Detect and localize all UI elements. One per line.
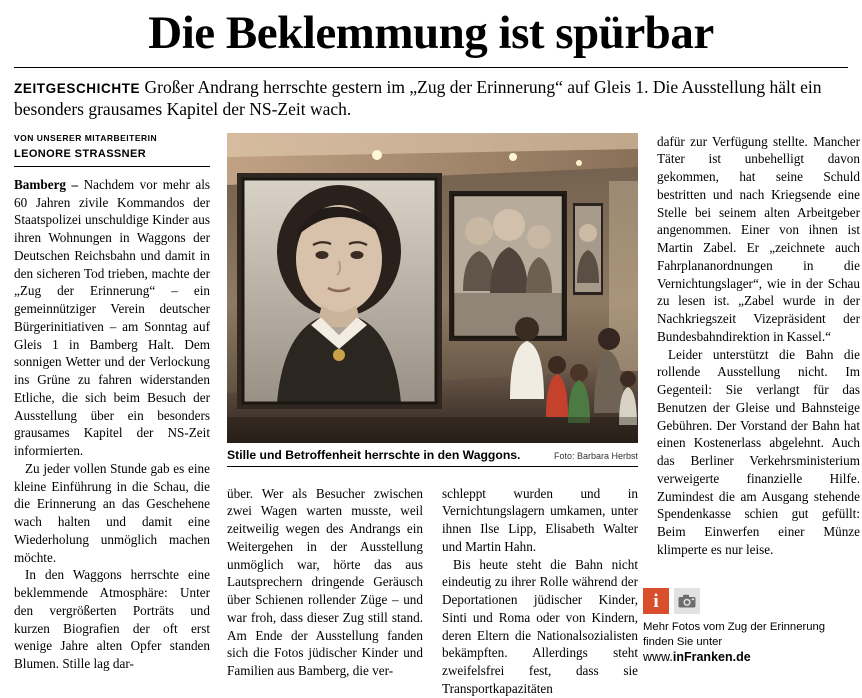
newspaper-page [0, 7, 862, 696]
byline-label: VON UNSERER MITARBEITERIN [14, 132, 158, 143]
info-box-link-prefix: www. [643, 650, 673, 665]
headline-divider [14, 67, 848, 68]
column-1 [14, 133, 210, 673]
info-box [643, 588, 846, 664]
page-title: Die Beklemmung ist spürbar [148, 7, 714, 59]
photo-image [227, 133, 638, 443]
camera-icon [674, 588, 700, 614]
paragraph: Leider unterstützt die Bahn die rollende Ausstellung nicht. Im Gegenteil: Sie verlangt für das Benutzen der Gleise und Bahnsteige Gebühren. Der Vorstand der Bahn hat einen Kostenerlass abgelehnt. Auch das Berliner Verkehrsministerium verweigerte finanzielle Hilfe. Zumindest die am Ausgang stehende Spendenkasse schien gut gefüllt: Beim Einwerfen einer Münze klimperte es nur leise. [657, 346, 860, 557]
paragraph: In den Waggons herrschte eine beklemmende Atmosphäre: Unter den vergrößerten Porträts und kurzen Biografien der oft erst wenige Jahre alten Opfer standen Blumen. Stille lag dar- [14, 567, 210, 672]
lead-paragraph [14, 76, 848, 121]
caption-text: Stille und Betroffenheit herrschte in den Waggons. [227, 447, 521, 462]
photo-caption [227, 448, 638, 467]
column-3 [442, 485, 638, 698]
section-kicker: ZEITGESCHICHTE [14, 80, 141, 96]
info-icon: i [643, 588, 669, 614]
paragraph: schleppt wurden und in Vernichtungslagern umkamen, unter ihnen Ilse Lipp, Elisabeth Walter und Martin Hahn. [442, 485, 638, 554]
paragraph: Zu jeder vollen Stunde gab es eine kleine Einführung in die Schau, die die Erinnerung an das Geschehene wach halten und damit eine Wiederholung unmöglich machen möchte. [14, 460, 210, 565]
paragraph [14, 176, 210, 460]
photo [227, 133, 638, 443]
paragraph-text: Nachdem vor mehr als 60 Jahren zivile Kommandos der Staatspolizei unschuldige Kinder aus ihren Wohnungen in Waggons der Deutschen Reichsbahn und damit in den sicheren Tod trieben, machte der „Zug der Erinnerung“ – ein gemeinnütziger Verein deutscher Bürgerinitiativen – am Sonntag auf Gleis 1 in Bamberg Halt. Dem sonnigen Wetter und der Verlockung ins Grüne zu fahren widerstanden Etliche, die sich beim Besuch der Ausstellung über ein besonders grausames Kapitel der NS-Zeit informierten. [14, 176, 211, 459]
info-box-link[interactable] [643, 650, 846, 664]
info-box-text: Mehr Fotos vom Zug der Erinnerung finden Sie unter [643, 621, 826, 649]
paragraph: über. Wer als Besucher zwischen zwei Wagen warten musste, weil zeitweilig wegen des Andrangs ein Weitergehen in der Ausstellung unmöglich war, hörte das aus Lautsprechern dringende Geräusch über Schienen rollender Züge – und war froh, dass dieser Zug still stand. Am Ende der Ausstellung fanden sich die Fotos jüdischer Kinder und Familien aus Bamberg, die ver- [227, 485, 423, 679]
byline-author: LEONORE STRASSNER [14, 147, 210, 167]
paragraph: Bis heute steht die Bahn nicht eindeutig zu ihrer Rolle während der Deportationen jüdischer Kinder, Sinti und Roma oder von Kindern, deren Eltern die Nationalsozialisten bekämpften. Allerdings steht zweifelsfrei fest, dass sie Transportkapazitäten [442, 556, 638, 696]
column-2 [227, 485, 423, 680]
lead-text: Großer Andrang herrschte gestern im „Zug der Erinnerung“ auf Gleis 1. Die Ausstellung hält ein besonders grausames Kapitel der NS-Zeit wach. [14, 76, 822, 120]
column-4 [657, 133, 860, 559]
info-box-icons [643, 588, 846, 614]
paragraph: dafür zur Verfügung stellte. Mancher Täter ist unbehelligt davon gekommen, hat seine Schuld bestritten und nach Kriegsende eine Stelle bei seinem alten Arbeitgeber angenommen. Einer von ihnen ist Martin Zabel. Er „zeichnete auch Fahrplananordnungen in die Vernichtungslager“, wie in der Schau zu lesen ist. „Zabel wurde in der Nachkriegszeit Vizepräsident der Bundesbahndirektion in Kassel.“ [657, 133, 860, 344]
dateline: Bamberg – [14, 176, 79, 192]
article-photo-block [227, 133, 638, 467]
info-box-link-domain: inFranken.de [672, 650, 751, 665]
photo-credit: Foto: Barbara Herbst [553, 450, 638, 461]
